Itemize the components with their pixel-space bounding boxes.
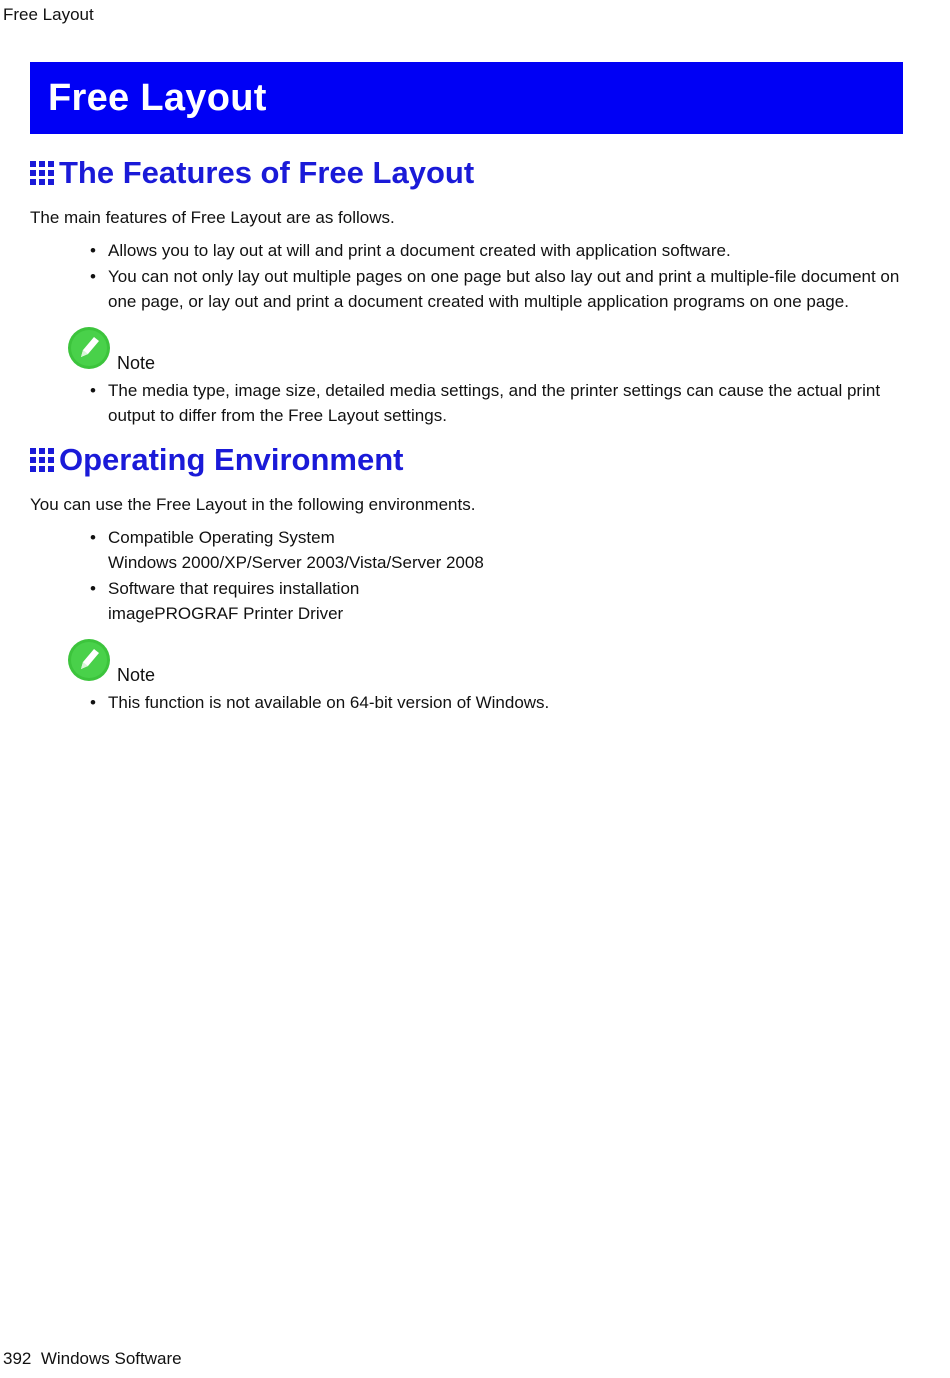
list-item-title: • Software that requires installation — [108, 579, 360, 598]
section-intro: The main features of Free Layout are as follows. — [30, 208, 395, 227]
list-item: • Allows you to lay out at will and print a document created with application software. — [90, 238, 905, 263]
note-label: Note — [117, 665, 156, 685]
section-title: Operating Environment — [59, 442, 404, 477]
feature-list — [30, 238, 905, 314]
section-heading — [30, 440, 905, 480]
note-list — [30, 690, 905, 715]
page-footer — [3, 1349, 182, 1369]
list-item: • This function is not available on 64-bit version of Windows. — [90, 690, 905, 715]
pencil-note-icon — [67, 326, 111, 370]
running-header: Free Layout — [3, 5, 94, 24]
list-item — [90, 576, 905, 626]
list-item: • You can not only lay out multiple pages on one page but also lay out and print a multiple-file document on one page, or lay out and print a document created with multiple application programs on one page. — [90, 264, 905, 314]
section-environment — [30, 440, 905, 716]
footer-section-name: Windows Software — [40, 1349, 182, 1368]
list-item: • The media type, image size, detailed media settings, and the printer settings can cause the actual print output to differ from the Free Layout settings. — [90, 378, 905, 428]
note-label: Note — [117, 353, 156, 373]
list-item-detail: Windows 2000/XP/Server 2003/Vista/Server 2008 — [108, 553, 484, 572]
grid-icon — [30, 448, 54, 472]
note-block — [67, 326, 905, 376]
list-item — [90, 525, 905, 575]
section-title: The Features of Free Layout — [59, 155, 475, 190]
section-heading — [30, 153, 905, 193]
section-features — [30, 153, 905, 429]
grid-icon — [30, 161, 54, 185]
page-number: 392 — [3, 1349, 32, 1368]
note-list — [30, 378, 905, 428]
pencil-note-icon — [67, 638, 111, 682]
page-title: Free Layout — [48, 77, 267, 119]
list-item-title: • Compatible Operating System — [108, 528, 335, 547]
note-block — [67, 638, 905, 688]
section-intro: You can use the Free Layout in the following environments. — [30, 495, 476, 514]
list-item-detail: imagePROGRAF Printer Driver — [108, 604, 344, 623]
title-banner — [30, 62, 903, 134]
environment-list — [30, 525, 905, 626]
